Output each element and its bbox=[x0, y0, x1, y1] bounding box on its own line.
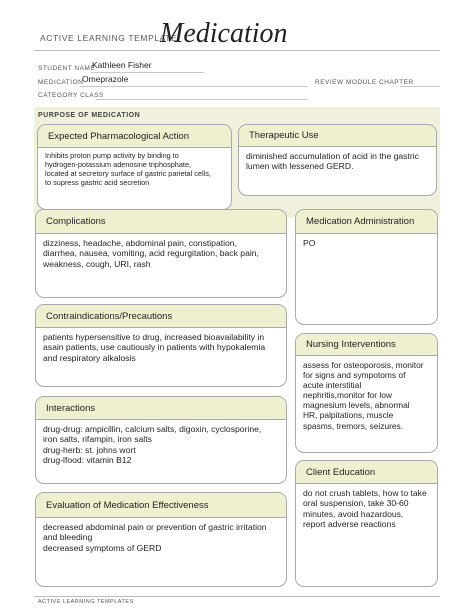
header-divider bbox=[34, 50, 440, 51]
administration-body[interactable]: PO bbox=[303, 238, 316, 248]
evaluation-card bbox=[35, 492, 287, 587]
interactions-card bbox=[35, 396, 287, 484]
category-class-underline bbox=[96, 99, 308, 100]
administration-title: Medication Administration bbox=[296, 210, 437, 234]
client-education-card bbox=[295, 460, 438, 587]
review-module-underline bbox=[400, 86, 440, 87]
nursing-interventions-title: Nursing Interventions bbox=[296, 334, 437, 356]
expected-action-card bbox=[37, 124, 232, 210]
expected-action-title: Expected Pharmacological Action bbox=[38, 125, 231, 148]
contraindications-title: Contraindications/Precautions bbox=[36, 305, 286, 328]
interactions-body[interactable]: drug-drug: ampicillin, calcium salts, digoxin, cyclosporine, iron salts, rifampin, iron salts drug-herb: st. johns wort drug-lfood: vitamin B12 bbox=[43, 424, 262, 466]
footer-text: ACTIVE LEARNING TEMPLATES bbox=[38, 599, 134, 605]
nursing-interventions-body[interactable]: assess for osteoporosis, monitor for signs and sympotoms of acute interstitial nephritis,monitor for low magnesium levels, abnormal HR, palpitations, muscle spasms, tremors, seizures. bbox=[303, 360, 424, 431]
therapeutic-use-title: Therapeutic Use bbox=[239, 125, 436, 147]
student-name-label: STUDENT NAME bbox=[38, 65, 96, 72]
therapeutic-use-card bbox=[238, 124, 437, 196]
evaluation-title: Evaluation of Medication Effectiveness bbox=[36, 493, 286, 518]
contraindications-body[interactable]: patients hypersensitive to drug, increased bioavailability in asain patients, use cautiously in patients with hypokalemia and respiratory alkalosis bbox=[43, 332, 266, 363]
administration-card bbox=[295, 209, 438, 325]
template-label: ACTIVE LEARNING TEMPLATE: bbox=[40, 33, 181, 43]
medication-label: MEDICATION bbox=[38, 79, 84, 86]
category-class-label: CATEGORY CLASS bbox=[38, 92, 104, 99]
therapeutic-use-body[interactable]: diminished accumulation of acid in the gastric lumen with lessened GERD. bbox=[246, 151, 419, 172]
purpose-label: PURPOSE OF MEDICATION bbox=[38, 112, 141, 119]
contraindications-card bbox=[35, 304, 287, 387]
medication-value[interactable]: Omeprazole bbox=[82, 74, 129, 84]
client-education-title: Client Education bbox=[296, 461, 437, 484]
client-education-body[interactable]: do not crush tablets, how to take oral suspension, take 30-60 minutes, avoid hazardous, report adverse reactions bbox=[303, 488, 427, 530]
evaluation-body[interactable]: decreased abdominal pain or prevention of gastric irritation and bleeding decreased symptoms of GERD bbox=[43, 522, 267, 553]
complications-body[interactable]: dizziness, headache, abdominal pain, constipation, diarrhea, nausea, vomiting, acid regurgitation, back pain, weakness, cough, URI, rash bbox=[43, 238, 259, 269]
complications-title: Complications bbox=[36, 210, 286, 234]
nursing-interventions-card bbox=[295, 333, 438, 453]
interactions-title: Interactions bbox=[36, 397, 286, 420]
complications-card bbox=[35, 209, 287, 298]
footer-divider bbox=[34, 596, 440, 597]
medication-underline bbox=[80, 86, 308, 87]
expected-action-body[interactable]: Inhibits proton pump activity by binding to hydrogen-potassium adenosine triphosphate, located at secretory surface of gastric parietal cells, to supress gastric acid secretion bbox=[45, 151, 211, 187]
student-name-underline bbox=[91, 72, 204, 73]
student-name-value[interactable]: Kathleen Fisher bbox=[92, 60, 152, 70]
review-module-label: REVIEW MODULE CHAPTER bbox=[315, 79, 414, 86]
page-title: Medication bbox=[160, 18, 288, 49]
